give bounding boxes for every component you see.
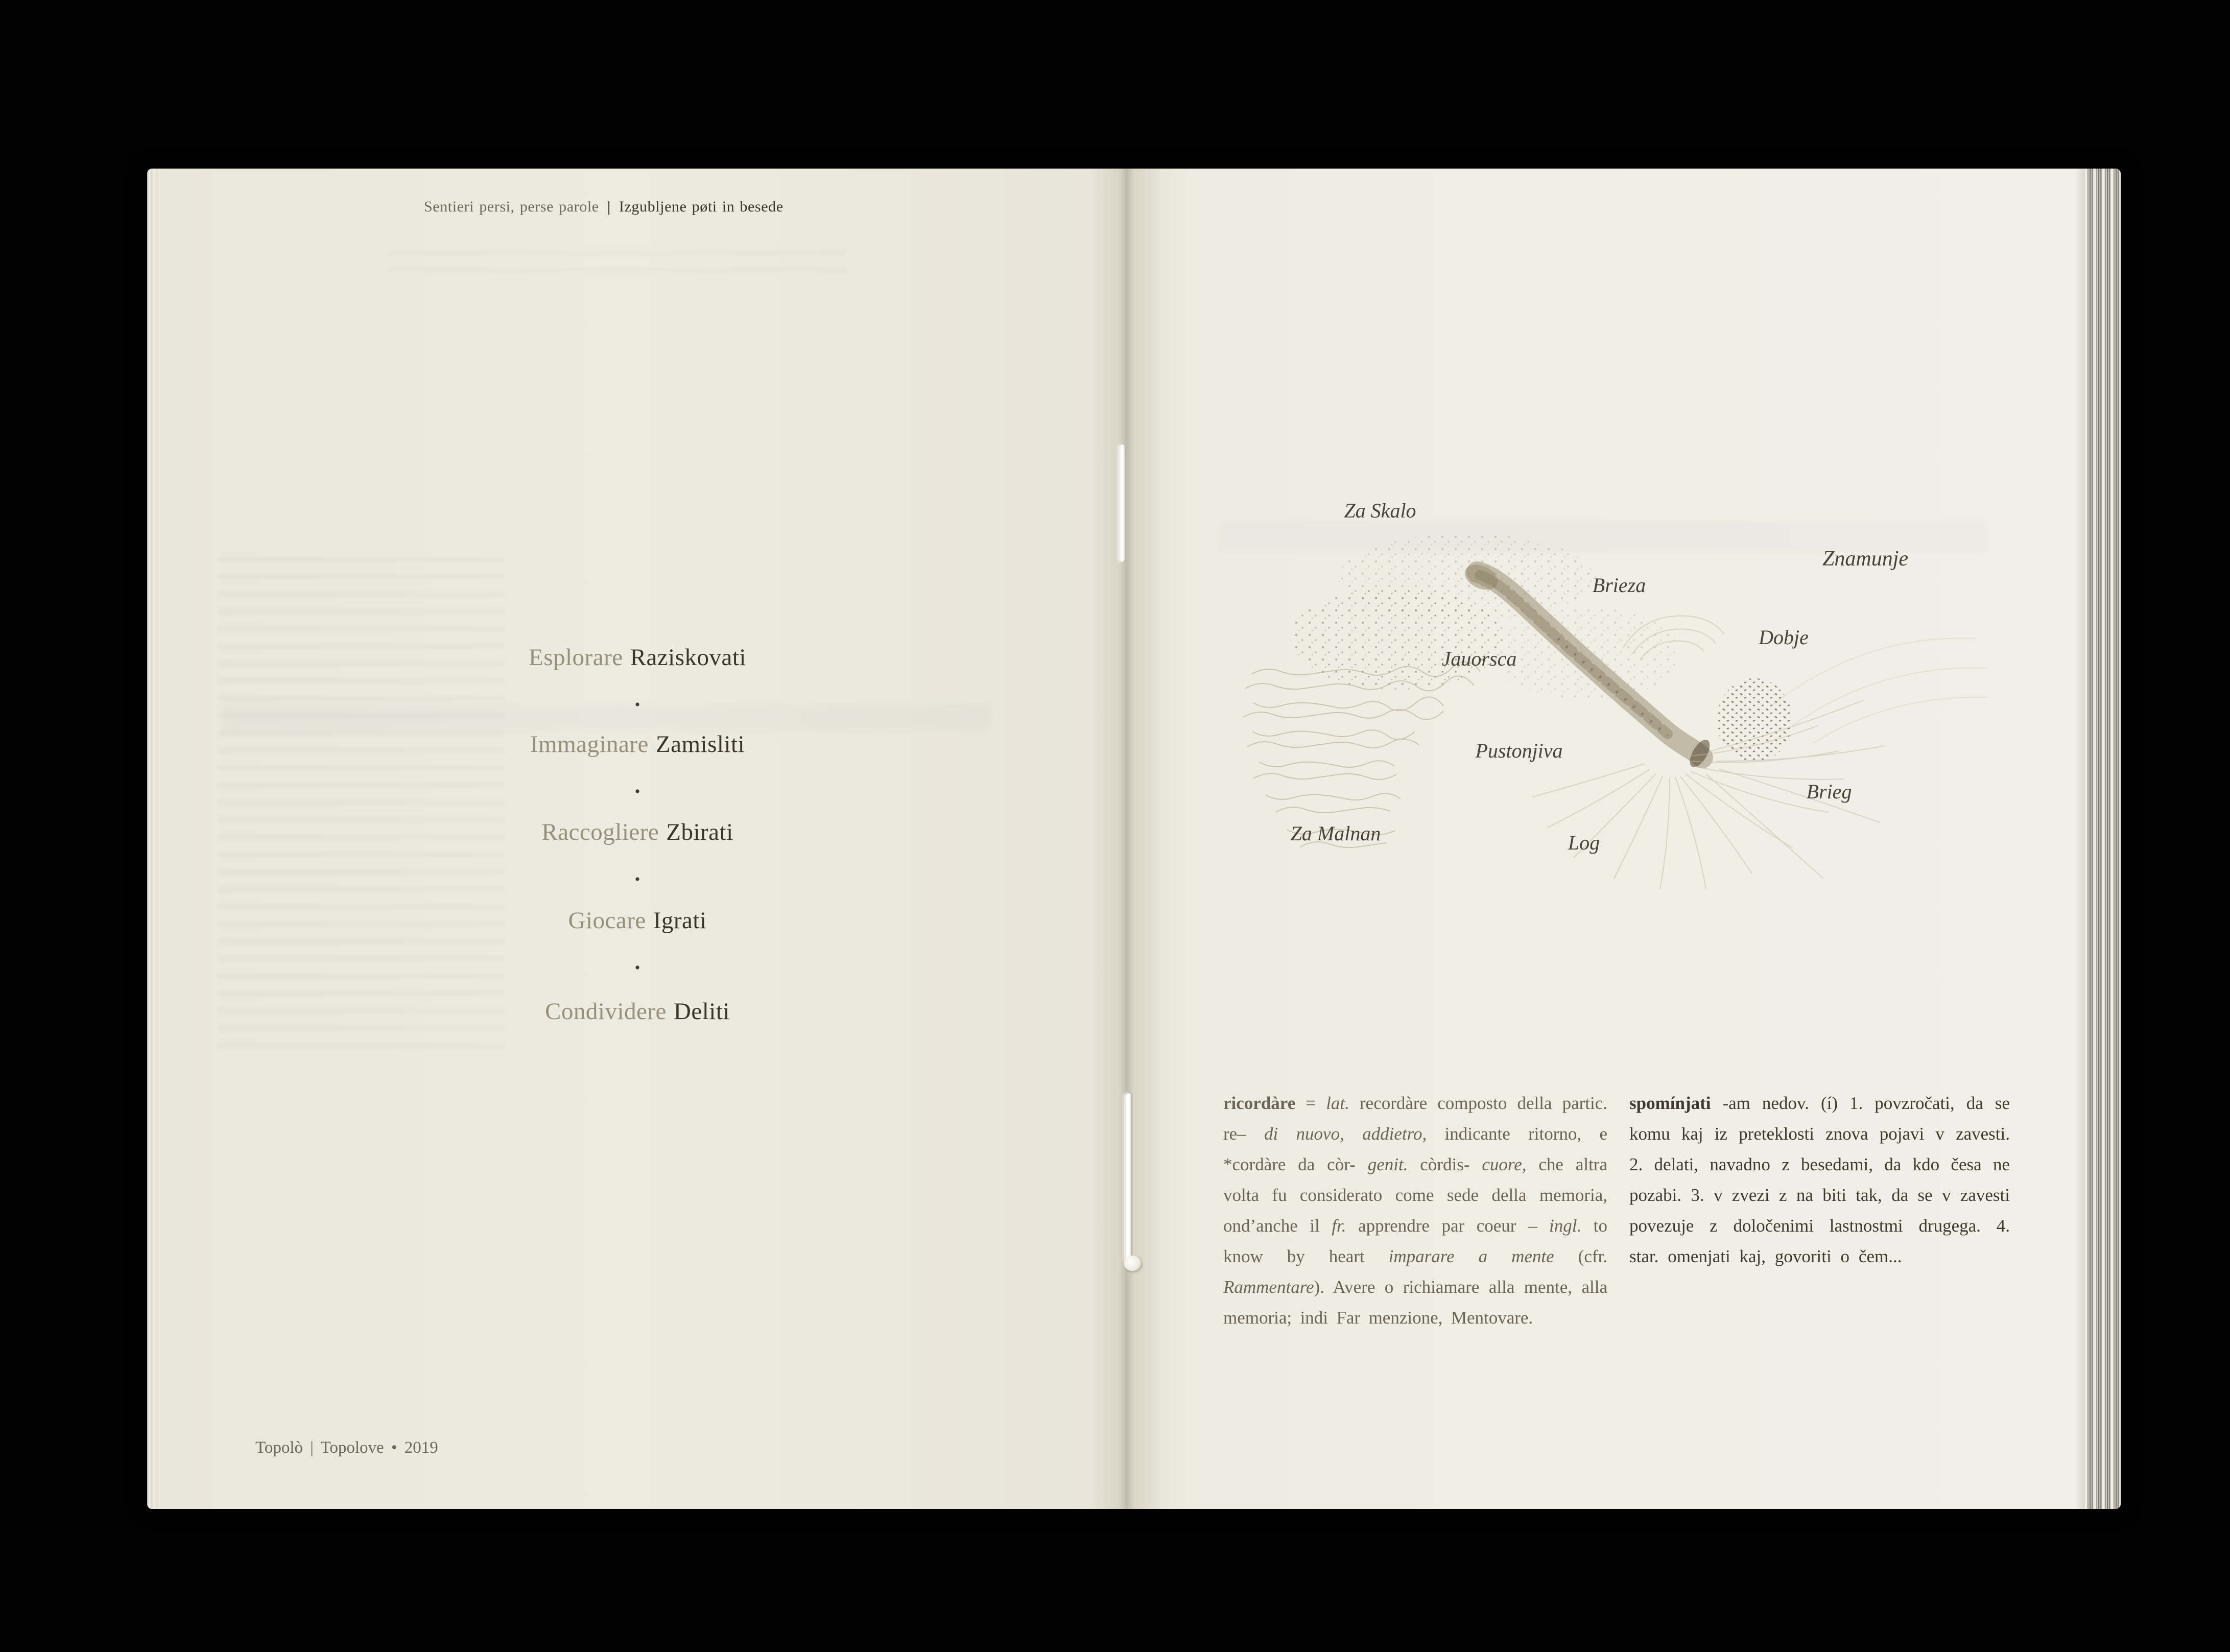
spine-fold bbox=[1091, 169, 1163, 1509]
slovene-word: Zamisliti bbox=[655, 731, 745, 758]
header-italian-title: Sentieri persi, perse parole bbox=[424, 198, 599, 215]
italian-word: Raccogliere bbox=[541, 819, 659, 845]
ghost-title-impression bbox=[387, 250, 847, 281]
map-label-log: Log bbox=[1568, 831, 1600, 854]
italian-word: Immaginare bbox=[530, 731, 649, 758]
map-label-za-skalo: Za Skalo bbox=[1344, 499, 1416, 522]
colophon-footer: Topolò | Topolove • 2019 bbox=[255, 1438, 438, 1457]
italian-etymology-entry: ricordàre = lat. recordàre composto della partic. re– di nuovo, addietro, indicante ritorno, e *cordàre da còr- genit. còrdis- cuore, che altra volta fu considerato come sede della memoria, ond’anche il fr. apprendre par coeur – ingl. to know by heart imparare a mente (cfr. Rammentare). Avere o richiamare alla mente, alla memoria; indi Far menzione, Mentovare. bbox=[1223, 1093, 1608, 1328]
map-illustration bbox=[1200, 485, 2069, 919]
map-label-brieg: Brieg bbox=[1806, 780, 1852, 803]
stitch-thread-bottom bbox=[1126, 1093, 1131, 1262]
slovene-dictionary-entry: spomínjati -am nedov. (í) 1. povzročati, da se komu kaj iz preteklosti znova pojavi v zavesti. 2. delati, navadno z besedami, da kdo česa ne pozabi. 3. v zvezi z na biti tak, da se v zavesti povezuje z določenimi lastnostmi drugega. 4. star. omenjati kaj, govoriti o čem... bbox=[1629, 1093, 2010, 1266]
contour-lines bbox=[1243, 662, 1480, 847]
map-label-dobje: Dobje bbox=[1759, 626, 1809, 649]
map-label-znamunje: Znamunje bbox=[1822, 547, 1908, 571]
map-label-jauorsca: Jauorsca bbox=[1441, 647, 1517, 670]
italian-word: Condividere bbox=[545, 998, 667, 1025]
bullet-separator: • bbox=[634, 696, 640, 713]
header-slovene-title: Izgubljene pøti in besede bbox=[619, 198, 784, 215]
running-header bbox=[424, 198, 784, 216]
slovene-word: Zbirati bbox=[666, 819, 733, 845]
stipple-field-sparse bbox=[1290, 534, 1680, 700]
italian-word: Esplorare bbox=[529, 644, 623, 671]
left-page-edge bbox=[147, 169, 160, 1509]
word-pair bbox=[568, 907, 706, 934]
map-label-pustonjiva: Pustonjiva bbox=[1475, 739, 1563, 762]
faint-contour-arcs bbox=[1772, 638, 1987, 743]
map-label-za-malnan: Za Malnan bbox=[1290, 822, 1381, 845]
italian-word: Giocare bbox=[568, 907, 646, 934]
word-pair bbox=[545, 998, 730, 1025]
book-spread bbox=[147, 169, 2121, 1509]
stitch-knot bbox=[1124, 1256, 1141, 1271]
header-separator: | bbox=[607, 198, 611, 215]
bullet-separator: • bbox=[634, 959, 640, 976]
bullet-separator: • bbox=[634, 871, 640, 888]
word-pair bbox=[529, 644, 746, 671]
slovene-word: Igrati bbox=[653, 907, 707, 934]
slovene-word: Deliti bbox=[673, 998, 730, 1025]
word-pair bbox=[530, 730, 745, 758]
bullet-separator: • bbox=[634, 783, 640, 800]
ghost-text-impression bbox=[219, 557, 505, 1057]
stipple-field-dense bbox=[1717, 678, 1792, 762]
fore-edge-pages bbox=[2085, 169, 2121, 1509]
map-label-brieza: Brieza bbox=[1592, 574, 1646, 597]
stitch-thread-top bbox=[1120, 444, 1125, 562]
slovene-word: Raziskovati bbox=[630, 644, 746, 671]
paper-discoloration bbox=[224, 705, 990, 730]
word-pair bbox=[541, 818, 733, 846]
